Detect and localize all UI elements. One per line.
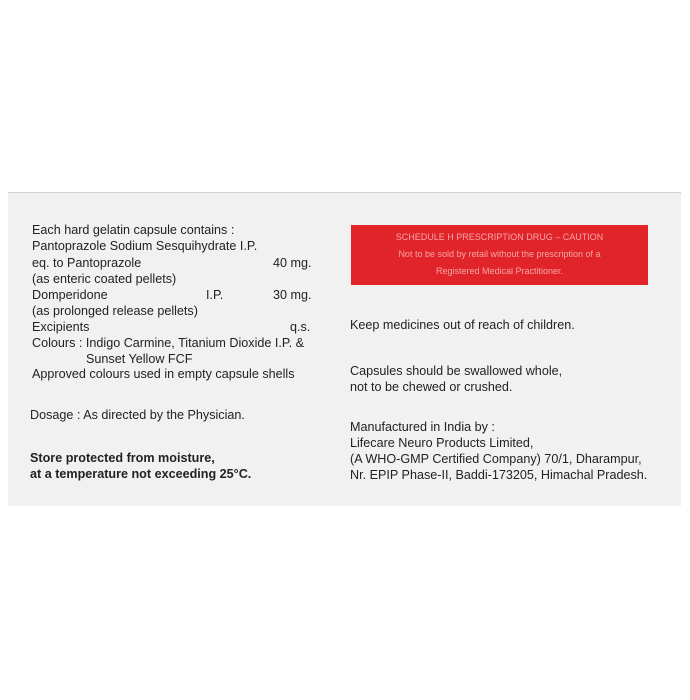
domperidone-form: (as prolonged release pellets) — [32, 304, 198, 318]
manufacturer-line3: (A WHO-GMP Certified Company) 70/1, Dharampur, — [350, 452, 642, 466]
schedule-h-warning-box — [351, 225, 648, 285]
excipients-qty: q.s. — [290, 320, 311, 334]
label-panel — [8, 192, 681, 506]
manufacturer-line2: Lifecare Neuro Products Limited, — [350, 436, 534, 450]
domperidone-name: Domperidone — [32, 288, 108, 302]
warning-line2: Not to be sold by retail without the prescription of a — [398, 249, 601, 259]
storage-line2: at a temperature not exceeding 25°C. — [30, 467, 252, 481]
colours-line2: Sunset Yellow FCF — [86, 352, 193, 366]
domperidone-qty: 30 mg. — [273, 288, 312, 302]
pantoprazole-eq: eq. to Pantoprazole — [32, 256, 142, 270]
warning-line3: Registered Medical Practitioner. — [435, 266, 564, 276]
swallow-line1: Capsules should be swallowed whole, — [350, 364, 563, 378]
composition-heading: Each hard gelatin capsule contains : — [32, 223, 235, 237]
domperidone-ip: I.P. — [206, 288, 224, 302]
warning-line1: SCHEDULE H PRESCRIPTION DRUG – CAUTION — [395, 232, 604, 242]
keep-out-of-reach: Keep medicines out of reach of children. — [350, 318, 575, 332]
swallow-line2: not to be chewed or crushed. — [350, 380, 513, 394]
manufacturer-line1: Manufactured in India by : — [350, 420, 495, 434]
dosage-text: Dosage : As directed by the Physician. — [30, 408, 245, 422]
manufacturer-line4: Nr. EPIP Phase-II, Baddi-173205, Himachal Pradesh. — [350, 468, 648, 482]
approved-colours: Approved colours used in empty capsule shells — [32, 367, 295, 381]
pantoprazole-qty: 40 mg. — [273, 256, 312, 270]
excipients-label: Excipients — [32, 320, 90, 334]
colours-line1: Colours : Indigo Carmine, Titanium Dioxide I.P. & — [32, 336, 305, 350]
pantoprazole-name: Pantoprazole Sodium Sesquihydrate I.P. — [32, 239, 258, 253]
storage-line1: Store protected from moisture, — [30, 451, 215, 465]
pantoprazole-form: (as enteric coated pellets) — [32, 272, 177, 286]
